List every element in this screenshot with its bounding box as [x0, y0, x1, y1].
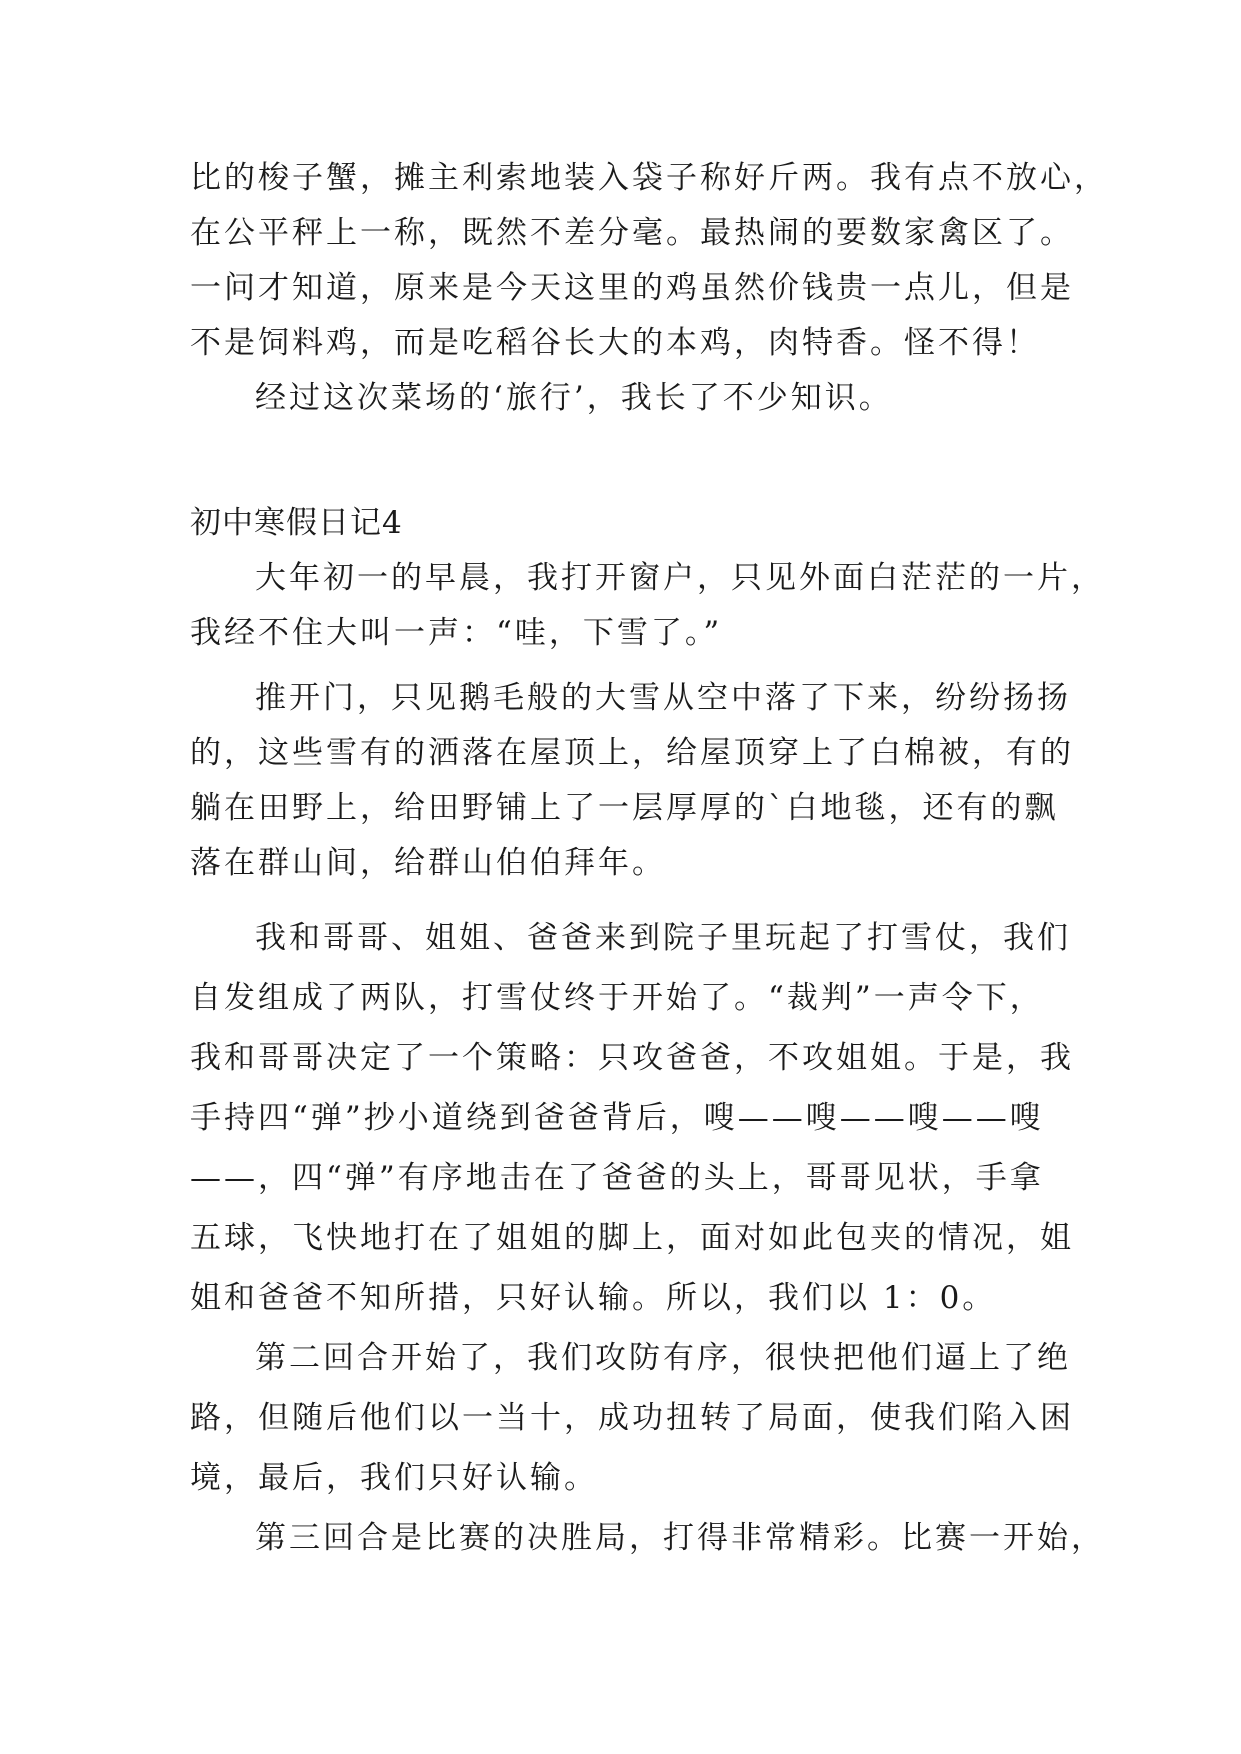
text-line: 躺在田野上，给田野铺上了一层厚厚的`白地毯，还有的飘: [190, 790, 1059, 826]
text-line: 我和哥哥决定了一个策略：只攻爸爸，不攻姐姐。于是，我: [190, 1040, 1074, 1076]
text-line: 我和哥哥、姐姐、爸爸来到院子里玩起了打雪仗，我们: [255, 920, 1071, 956]
text-line: 经过这次菜场的‘旅行’，我长了不少知识。: [255, 380, 893, 416]
text-line: 第二回合开始了，我们攻防有序，很快把他们逼上了绝: [255, 1340, 1071, 1376]
text-line: ——，四“弹”有序地击在了爸爸的头上，哥哥见状，手拿: [190, 1160, 1044, 1196]
text-line: 的，这些雪有的洒落在屋顶上，给屋顶穿上了白棉被，有的: [190, 735, 1074, 771]
text-line: 姐和爸爸不知所措，只好认输。所以，我们以 1：0。: [190, 1280, 997, 1316]
text-line: 手持四“弹”抄小道绕到爸爸背后，嗖——嗖——嗖——嗖: [190, 1100, 1044, 1136]
text-line: 不是饲料鸡，而是吃稻谷长大的本鸡，肉特香。怪不得！: [190, 325, 1040, 361]
text-line: 自发组成了两队，打雪仗终于开始了。“裁判”一声令下，: [190, 980, 1044, 1016]
text-line: 路，但随后他们以一当十，成功扭转了局面，使我们陷入困: [190, 1400, 1074, 1436]
text-line: 五球，飞快地打在了姐姐的脚上，面对如此包夹的情况，姐: [190, 1220, 1074, 1256]
section-heading: 初中寒假日记4: [190, 505, 403, 541]
text-line: 境，最后，我们只好认输。: [190, 1460, 598, 1496]
text-line: 比的梭子蟹，摊主利索地装入袋子称好斤两。我有点不放心，: [190, 160, 1108, 196]
text-line: 大年初一的早晨，我打开窗户，只见外面白茫茫的一片，: [255, 560, 1105, 596]
text-line: 落在群山间，给群山伯伯拜年。: [190, 845, 666, 881]
text-line: 推开门，只见鹅毛般的大雪从空中落了下来，纷纷扬扬: [255, 680, 1071, 716]
text-line: 在公平秤上一称，既然不差分毫。最热闹的要数家禽区了。: [190, 215, 1074, 251]
text-line: 一问才知道，原来是今天这里的鸡虽然价钱贵一点儿，但是: [190, 270, 1074, 306]
text-line: 我经不住大叫一声：“哇，下雪了。”: [190, 615, 723, 651]
text-line: 第三回合是比赛的决胜局，打得非常精彩。比赛一开始，: [255, 1520, 1105, 1556]
